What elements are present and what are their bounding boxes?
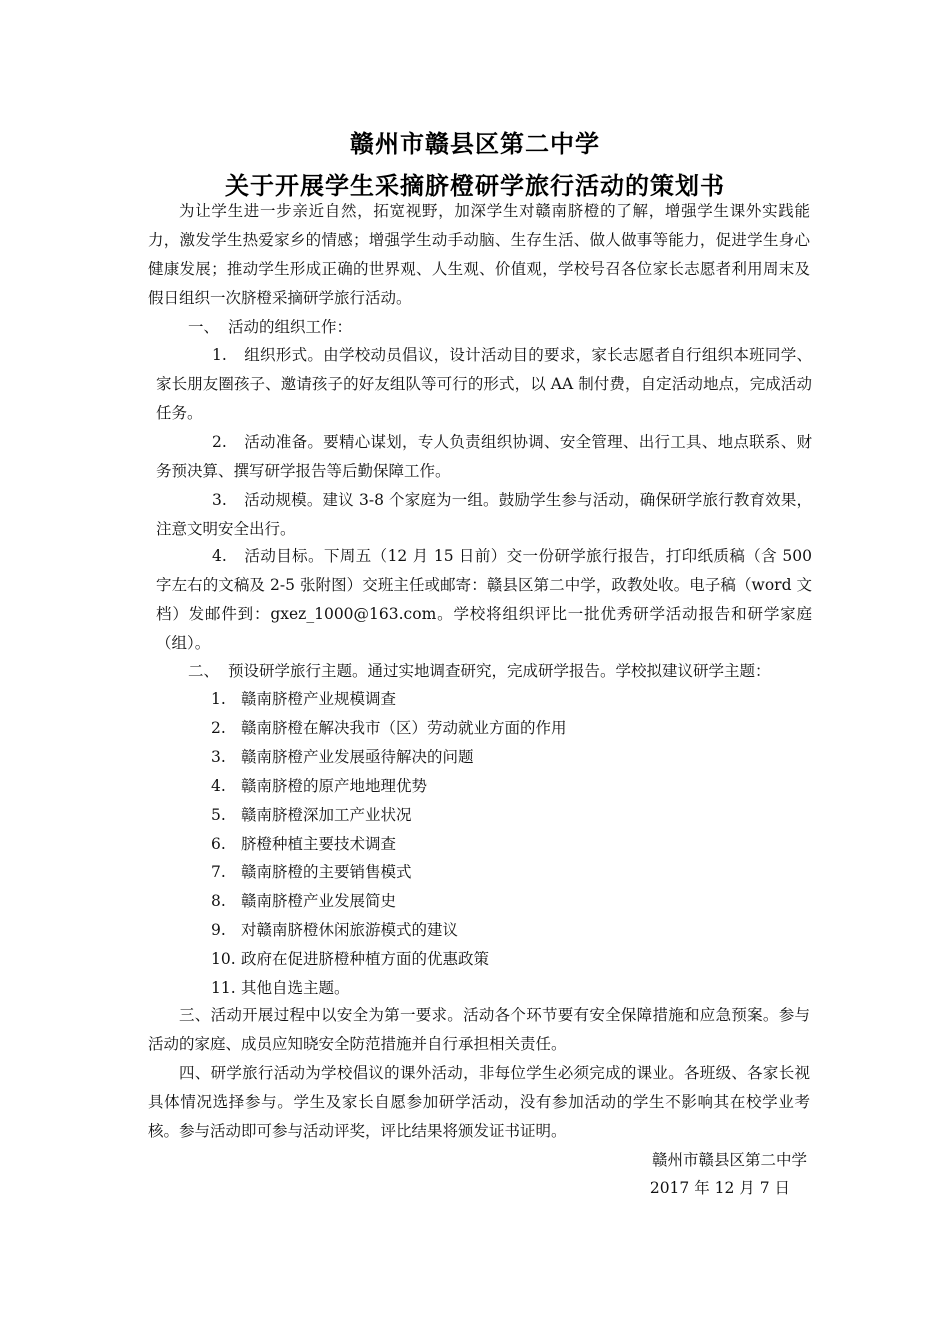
section-heading-text: 活动的组织工作： [228,318,353,336]
org-item [156,486,812,544]
item-number: 8. [211,892,226,911]
document-title: 关于开展学生采摘脐橙研学旅行活动的策划书 [225,172,725,200]
item-number: 3. [211,747,226,766]
section-one-heading [188,313,352,342]
list-item [211,830,567,859]
org-item [156,542,812,658]
item-text: 活动目标。下周五（12 月 15 日前）交一份研学旅行报告，打印纸质稿（含 500 字左右的文稿及 2-5 张附图）交班主任或邮寄：赣县区第二中学，政教处收。电子稿（word 文档）发邮件到：gxez_1000@163.com。学校将组织评比一批优秀研学活动报告和研学家庭（组）。 [156,547,812,652]
org-item [156,428,812,486]
section-marker: 一、 [188,318,220,336]
section-four-paragraph: 四、研学旅行活动为学校倡议的课外活动，非每位学生必须完成的课业。各班级、各家长视具体情况选择参与。学生及家长自愿参加研学活动，没有参加活动的学生不影响其在校学业考核。参与活动即可参与活动评奖，评比结果将颁发证书证明。 [148,1064,810,1140]
item-text: 活动规模。建议 3-8 个家庭为一组。鼓励学生参与活动，确保研学旅行教育效果，注意文明安全出行。 [156,491,812,538]
item-text: 赣南脐橙的主要销售模式 [241,863,412,882]
item-number: 2. [211,718,226,737]
section-two-heading [188,657,771,686]
item-text: 对赣南脐橙休闲旅游模式的建议 [241,921,459,940]
signature: 赣州市赣县区第二中学 [651,1151,807,1169]
date: 2017 年 12 月 7 日 [649,1179,790,1197]
list-item [211,858,567,887]
section-three-paragraph: 三、活动开展过程中以安全为第一要求。活动各个环节要有安全保障措施和应急预案。参与活动的家庭、成员应知晓安全防范措施并自行承担相关责任。 [148,1006,810,1053]
item-number: 4. [211,776,226,795]
item-number: 10. [211,950,236,969]
intro-paragraph: 为让学生进一步亲近自然，拓宽视野，加深学生对赣南脐橙的了解，增强学生课外实践能力，激发学生热爱家乡的情感；增强学生动手动脑、生存生活、做人做事等能力，促进学生身心健康发展；推动学生形成正确的世界观、人生观、价值观，学校号召各位家长志愿者利用周末及假日组织一次脐橙采摘研学旅行活动。 [148,202,810,307]
item-number: 4. [212,547,227,565]
section-marker: 二、 [188,662,220,680]
item-text: 脐橙种植主要技术调查 [241,834,397,853]
list-item [211,887,567,916]
section-heading-text: 预设研学旅行主题。通过实地调查研究，完成研学报告。学校拟建议研学主题： [228,662,771,680]
item-number: 5. [211,805,226,824]
item-text: 赣南脐橙产业规模调查 [241,690,397,708]
item-number: 2. [212,433,227,451]
list-item [211,974,567,1003]
item-number: 1. [212,346,227,364]
list-item [211,743,567,772]
item-text: 赣南脐橙在解决我市（区）劳动就业方面的作用 [241,718,567,737]
item-text: 组织形式。由学校动员倡议，设计活动目的要求，家长志愿者自行组织本班同学、家长朋友圈孩子、邀请孩子的好友组队等可行的形式，以 AA 制付费，自定活动地点，完成活动任务。 [156,346,812,422]
item-text: 赣南脐橙产业发展简史 [241,892,397,911]
item-text: 活动准备。要精心谋划，专人负责组织协调、安全管理、出行工具、地点联系、财务预决算、撰写研学报告等后勤保障工作。 [156,433,812,480]
item-text: 其他自选主题。 [241,979,350,998]
school-title: 赣州市赣县区第二中学 [350,130,600,158]
org-item [156,341,812,428]
list-item [211,945,567,974]
list-item [211,801,567,830]
item-number: 3. [212,491,227,509]
list-item [211,916,567,945]
item-text: 赣南脐橙产业发展亟待解决的问题 [241,747,474,766]
list-item [211,772,567,801]
item-number: 9. [211,921,226,940]
item-text: 赣南脐橙的原产地地理优势 [241,776,428,795]
item-number: 6. [211,834,226,853]
item-number: 11. [211,979,236,998]
list-item [211,714,567,743]
item-text: 赣南脐橙深加工产业状况 [241,805,412,824]
item-number: 7. [211,863,226,882]
item-number: 1. [211,690,226,708]
list-item [211,685,567,714]
topic-list [211,685,567,1003]
item-text: 政府在促进脐橙种植方面的优惠政策 [241,950,490,969]
